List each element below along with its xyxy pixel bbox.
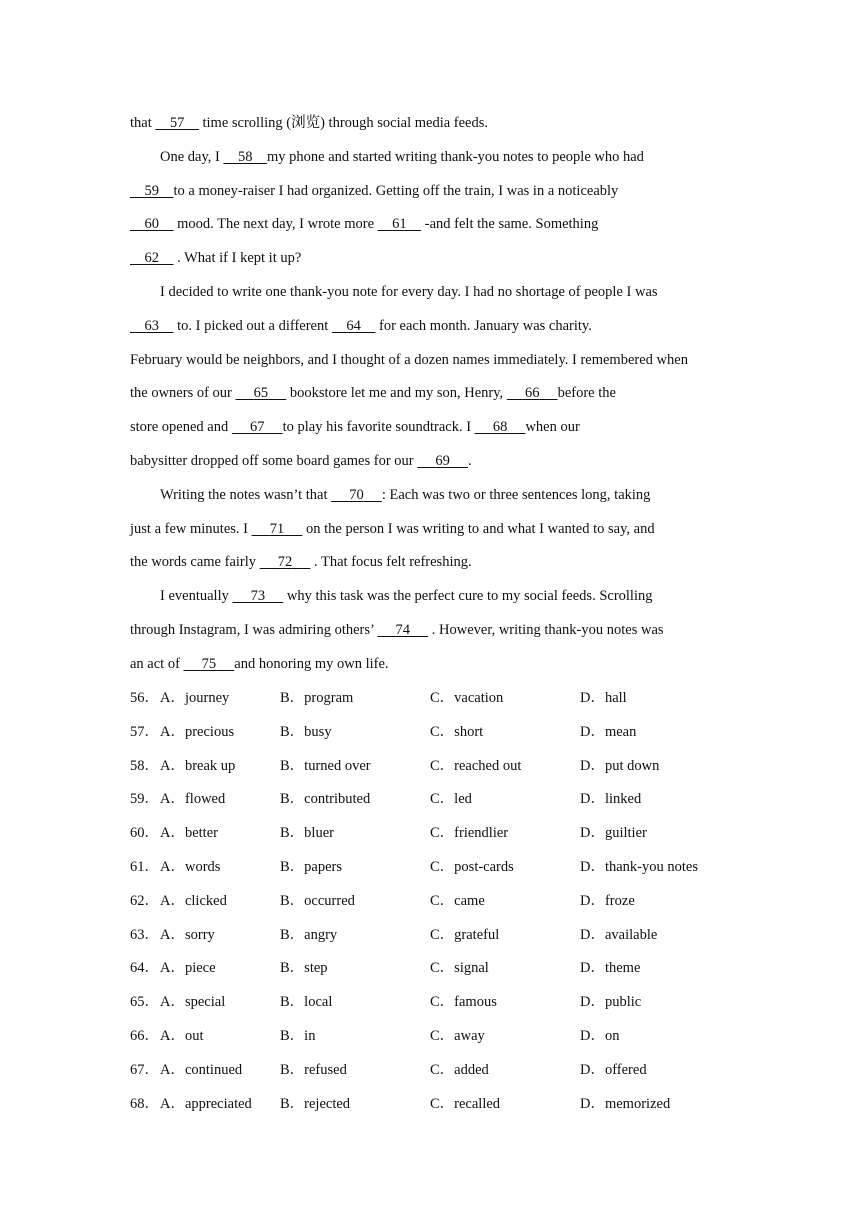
text: . However, writing thank-you notes was bbox=[428, 621, 664, 638]
option-b: B．program bbox=[280, 690, 354, 706]
text: before the bbox=[557, 385, 616, 402]
blank-73: 73 bbox=[250, 588, 266, 605]
option-c: C．added bbox=[430, 1061, 489, 1078]
text: mood. The next day, I wrote more bbox=[173, 216, 378, 233]
passage-line bbox=[130, 348, 730, 382]
passage-line bbox=[130, 550, 730, 584]
option-d: D．thank-you notes bbox=[580, 858, 698, 875]
blank-65: 65 bbox=[253, 385, 269, 402]
passage-line bbox=[130, 246, 730, 280]
option-a: A．special bbox=[160, 994, 226, 1011]
blank-69: 69 bbox=[435, 452, 450, 469]
blank-72: 72 bbox=[277, 554, 293, 571]
passage-line bbox=[130, 280, 730, 314]
option-c: C．vacation bbox=[430, 690, 504, 706]
passage-line bbox=[130, 584, 730, 618]
text: the words came fairly bbox=[130, 554, 260, 571]
option-d: D．guiltier bbox=[580, 825, 647, 842]
question-number: 63． bbox=[130, 926, 159, 943]
question-number: 58． bbox=[130, 757, 159, 774]
option-c: C．post-cards bbox=[430, 858, 514, 875]
blank-62: 62 bbox=[144, 250, 159, 267]
option-a: A．sorry bbox=[160, 926, 215, 943]
question-number: 67． bbox=[130, 1061, 159, 1078]
blank-66: 66 bbox=[524, 385, 540, 402]
text: time scrolling (浏览) through social media feeds. bbox=[198, 115, 488, 131]
option-b: B．angry bbox=[280, 926, 338, 943]
option-b: B．busy bbox=[280, 723, 332, 740]
text: to play his favorite soundtrack. I bbox=[282, 419, 475, 436]
blank-74: 74 bbox=[395, 621, 411, 638]
option-a: A．flowed bbox=[160, 791, 226, 808]
option-a: A．break up bbox=[160, 757, 236, 774]
option-c: C．led bbox=[430, 791, 472, 808]
option-d: D．theme bbox=[580, 960, 641, 977]
question-number: 57． bbox=[130, 723, 159, 740]
question-options-row bbox=[130, 754, 750, 788]
question-options-row bbox=[130, 855, 750, 889]
option-a: A．appreciated bbox=[160, 1095, 252, 1112]
text: Writing the notes wasn’t that bbox=[160, 486, 332, 503]
option-a: A．clicked bbox=[160, 892, 227, 909]
option-a: A．continued bbox=[160, 1061, 243, 1078]
text: . That focus felt refreshing. bbox=[310, 554, 472, 571]
option-c: C．recalled bbox=[430, 1095, 501, 1112]
text: that bbox=[130, 115, 156, 131]
option-d: D．public bbox=[580, 994, 642, 1011]
passage-line bbox=[130, 212, 730, 246]
blank-70: 70 bbox=[349, 486, 364, 503]
option-a: A．better bbox=[160, 825, 218, 842]
text: and honoring my own life. bbox=[234, 655, 389, 672]
text: why this task was the perfect cure to my social feeds. Scrolling bbox=[283, 588, 653, 605]
text: my phone and started writing thank-you notes to people who had bbox=[266, 148, 644, 165]
passage-line bbox=[130, 314, 730, 348]
question-number: 65． bbox=[130, 994, 159, 1011]
text: : Each was two or three sentences long, taking bbox=[381, 486, 651, 503]
option-b: B．contributed bbox=[280, 791, 371, 808]
answer-options-list bbox=[130, 686, 750, 1125]
question-options-row bbox=[130, 787, 750, 821]
option-a: A．out bbox=[160, 1027, 204, 1044]
option-b: B．refused bbox=[280, 1061, 347, 1078]
blank-68: 68 bbox=[492, 419, 508, 436]
text: . What if I kept it up? bbox=[173, 250, 302, 267]
option-d: D．mean bbox=[580, 723, 637, 740]
text: through Instagram, I was admiring others’ bbox=[130, 621, 378, 638]
text: babysitter dropped off some board games for our bbox=[130, 452, 418, 469]
question-options-row bbox=[130, 1058, 750, 1092]
question-options-row bbox=[130, 990, 750, 1024]
text: One day, I bbox=[160, 148, 224, 165]
option-d: D．on bbox=[580, 1027, 620, 1044]
text: February would be neighbors, and I thought of a dozen names immediately. I remembered when bbox=[130, 351, 688, 368]
option-d: D．hall bbox=[580, 690, 627, 706]
question-number: 62． bbox=[130, 892, 159, 909]
question-options-row bbox=[130, 923, 750, 957]
question-number: 60． bbox=[130, 825, 159, 842]
passage-line bbox=[130, 415, 730, 449]
passage-line bbox=[130, 381, 730, 415]
option-c: C．reached out bbox=[430, 757, 522, 774]
question-number: 66． bbox=[130, 1027, 159, 1044]
option-d: D．offered bbox=[580, 1061, 647, 1078]
question-options-row bbox=[130, 889, 750, 923]
text: to a money-raiser I had organized. Getting off the train, I was in a noticeably bbox=[173, 182, 619, 199]
blank-58: 58 bbox=[237, 148, 253, 165]
option-d: D．linked bbox=[580, 791, 642, 808]
text: the owners of our bbox=[130, 385, 236, 402]
option-c: C．away bbox=[430, 1027, 485, 1044]
text: just a few minutes. I bbox=[130, 520, 252, 537]
blank-63: 63 bbox=[144, 317, 159, 334]
passage-line bbox=[130, 111, 730, 145]
option-b: B．in bbox=[280, 1027, 316, 1044]
question-number: 56． bbox=[130, 690, 159, 706]
option-b: B．rejected bbox=[280, 1095, 351, 1112]
option-d: D．available bbox=[580, 926, 658, 943]
passage-line bbox=[130, 618, 730, 652]
text: . bbox=[468, 452, 472, 469]
option-b: B．step bbox=[280, 960, 328, 977]
option-b: B．turned over bbox=[280, 757, 371, 774]
question-options-row bbox=[130, 1092, 750, 1126]
text: store opened and bbox=[130, 419, 232, 436]
blank-59: 59 bbox=[144, 182, 159, 199]
text: bookstore let me and my son, Henry, bbox=[286, 385, 507, 402]
blank-75: 75 bbox=[201, 655, 217, 672]
question-options-row bbox=[130, 720, 750, 754]
question-number: 59． bbox=[130, 791, 159, 808]
option-c: C．friendlier bbox=[430, 825, 509, 842]
option-b: B．local bbox=[280, 994, 333, 1011]
blank-67: 67 bbox=[250, 419, 265, 436]
passage-line bbox=[130, 517, 730, 551]
option-c: C．signal bbox=[430, 960, 489, 977]
passage-line bbox=[130, 179, 730, 213]
blank-61: 61 bbox=[392, 216, 407, 233]
option-b: B．occurred bbox=[280, 892, 355, 909]
cloze-passage bbox=[130, 111, 730, 686]
text: an act of bbox=[130, 655, 184, 672]
question-options-row bbox=[130, 821, 750, 855]
question-options-row bbox=[130, 686, 750, 720]
blank-60: 60 bbox=[144, 216, 159, 233]
text: -and felt the same. Something bbox=[421, 216, 599, 233]
passage-line bbox=[130, 483, 730, 517]
text: to. I picked out a different bbox=[173, 317, 332, 334]
option-b: B．bluer bbox=[280, 825, 334, 842]
blank-57: 57 bbox=[169, 115, 185, 131]
option-c: C．short bbox=[430, 723, 484, 740]
text: when our bbox=[525, 419, 580, 436]
blank-71: 71 bbox=[269, 520, 285, 537]
question-options-row bbox=[130, 956, 750, 990]
option-c: C．came bbox=[430, 892, 485, 909]
option-c: C．famous bbox=[430, 994, 497, 1011]
text: on the person I was writing to and what I wanted to say, and bbox=[302, 520, 655, 537]
question-number: 68． bbox=[130, 1095, 159, 1112]
question-options-row bbox=[130, 1024, 750, 1058]
passage-line bbox=[130, 145, 730, 179]
text: for each month. January was charity. bbox=[375, 317, 592, 334]
option-d: D．memorized bbox=[580, 1095, 671, 1112]
blank-64: 64 bbox=[346, 317, 361, 334]
question-number: 61． bbox=[130, 858, 159, 875]
text: I eventually bbox=[160, 588, 233, 605]
question-number: 64． bbox=[130, 960, 159, 977]
option-a: A．words bbox=[160, 858, 221, 875]
option-b: B．papers bbox=[280, 858, 343, 875]
option-a: A．precious bbox=[160, 723, 235, 740]
text: I decided to write one thank-you note for every day. I had no shortage of people I was bbox=[160, 283, 658, 300]
passage-line bbox=[130, 652, 730, 686]
option-d: D．froze bbox=[580, 892, 635, 909]
option-c: C．grateful bbox=[430, 926, 500, 943]
passage-line bbox=[130, 449, 730, 483]
option-a: A．journey bbox=[160, 690, 230, 706]
option-a: A．piece bbox=[160, 960, 216, 977]
option-d: D．put down bbox=[580, 757, 660, 774]
